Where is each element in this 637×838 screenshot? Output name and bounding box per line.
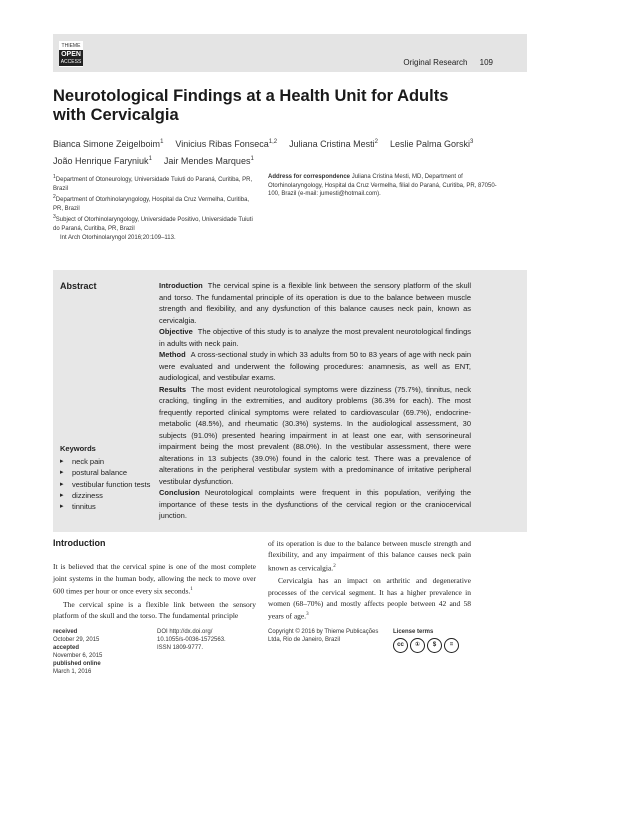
article-title: Neurotological Findings at a Health Unit for Adults with Cervicalgia — [53, 87, 449, 124]
affiliation-text: Department of Otorhinolaryngology, Hospital da Cruz Vermelha, Curitiba, PR, Brazil — [53, 197, 250, 212]
logo-thieme: THIEME — [61, 43, 81, 49]
cc-nd-icon: = — [444, 638, 459, 653]
article-dates — [53, 628, 143, 676]
copyright: Copyright © 2016 by Thieme Publicações Ltda, Rio de Janeiro, Brazil — [268, 629, 379, 643]
body-left-column — [53, 538, 256, 623]
thieme-open-access-logo — [59, 41, 83, 67]
affiliation-number: 3 — [53, 214, 56, 221]
abstract-section-label: Conclusion — [159, 488, 200, 497]
accepted-date: November 6, 2015 — [53, 653, 103, 659]
keywords-list — [60, 456, 152, 512]
journal-header — [53, 34, 527, 72]
header-right — [403, 58, 493, 67]
abstract-section-label: Objective — [159, 327, 193, 336]
license-block — [393, 628, 483, 653]
affiliation — [53, 173, 253, 193]
paragraph — [53, 599, 256, 622]
abstract-section-text: The most evident neurotological symptoms were dizziness (75.7%), tinnitus, neck cracking, tingling in the extremities, and auditory problems (36.3% for each). The most frequently reported clinical symptoms were related to cardiovascular (69.7%), endocrine-metabolic (48.5%), and rheumatic (30.3%) systems. In the audiological assessment, 30 subjects (91.0%) presented hearing impairment in at least one ear, with sensorineural impairment being the most prevalent (88.0%). In the vestibular assessment, there were alterations in 13 subjects (39.0%) found in the caloric test. There was a prevalence of alterations in the peripheral vestibular system with a predominance of irritative peripheral vestibular dysfunction. — [159, 384, 471, 486]
author-affiliation-marker: 1 — [160, 139, 164, 145]
abstract-section — [159, 384, 471, 488]
author-list — [53, 135, 493, 169]
abstract-heading: Abstract — [60, 281, 97, 291]
correspondence — [268, 173, 498, 199]
keyword: ▸ tinnitus — [60, 501, 152, 512]
paragraph-text: It is believed that the cervical spine is one of the most complete joint systems in the human body, allowing the neck to move over 600 times per hour or once every six seconds. — [53, 562, 256, 596]
keywords-heading: Keywords — [60, 444, 96, 453]
article-footer — [53, 628, 527, 688]
keyword: ▸ postural balance — [60, 467, 152, 478]
keyword: ▸ vestibular function tests — [60, 479, 152, 490]
affiliation — [53, 193, 253, 213]
received-date: October 29, 2015 — [53, 637, 100, 643]
abstract-text — [159, 280, 471, 522]
abstract-section-label: Results — [159, 384, 187, 394]
affiliation-number: 2 — [53, 194, 56, 201]
keyword: ▸ neck pain — [60, 456, 152, 467]
doi-block — [157, 628, 257, 652]
citation: Int Arch Otorhinolaryngol 2016;20:109–113. — [60, 235, 176, 241]
accepted-label: accepted — [53, 645, 80, 651]
paragraph-text: Cervicalgia has an impact on arthritic and degenerative processes of the cervical segment. It has a higher prevalence in women (68–70%) and mostly affects people between 42 and 58 years of age. — [268, 576, 471, 621]
affiliation-text: Department of Otoneurology, Universidade Tuiuti do Paraná, Curitiba, PR, Brazil — [53, 177, 253, 192]
affiliation-number: 1 — [53, 174, 56, 180]
abstract-section-label: Introduction — [159, 281, 203, 290]
abstract-section — [159, 487, 471, 522]
author-affiliation-marker: 1 — [250, 156, 254, 162]
logo-access: ACCESS — [60, 59, 82, 65]
author: Leslie Palma Gorski$^3$ — [390, 139, 474, 149]
received-label: received — [53, 629, 78, 635]
abstract-section-text: The cervical spine is a flexible link between the sensory platform of the skull and torso. The fundamental principle of its operation is due to the balance between muscle strength and flexibility, and any dysfunction of this balance causes neck pain, known as cervicalgia. — [159, 281, 471, 325]
author-affiliation-marker: 1,2 — [268, 139, 278, 145]
cc-nc-icon: $ — [427, 638, 442, 653]
doi-link[interactable]: DOI http://dx.doi.org/ — [157, 629, 213, 635]
section-label: Original Research — [403, 58, 468, 67]
affiliations — [53, 173, 253, 234]
abstract-section-text: A cross-sectional study in which 33 adults from 50 to 83 years of age with neck pain were evaluated and underwent the following procedures: anamnesis, as well as ENT, audiological, and vestibular exams. — [159, 350, 471, 382]
abstract-section-text: Neurotological complaints were frequent in this population, verifying the importance of these tests in the dysfunctions of the cervical region or the craniocervical junction. — [159, 488, 471, 520]
abstract-section — [159, 280, 471, 326]
abstract-section-label: Method — [159, 350, 186, 359]
correspondence-text: Juliana Cristina Mesti, MD, Department of Otorhinolaryngology, Hospital da Cruz Vermelha, filial do Paraná, Curitiba, PR, 87050-100, Brazil (e-mail: jumesti@hotmail.com). — [268, 174, 497, 198]
paragraph — [268, 538, 471, 573]
author: João Henrique Faryniuk$^1$ — [53, 156, 152, 166]
abstract-section — [159, 349, 471, 384]
reference-marker[interactable]: 1 — [190, 586, 193, 592]
author: Jair Mendes Marques$^1$ — [163, 156, 254, 166]
license-icons[interactable] — [393, 638, 483, 653]
issn: ISSN 1809-9777. — [157, 645, 204, 651]
author: Juliana Cristina Mesti$^2$ — [289, 139, 379, 149]
abstract-section — [159, 326, 471, 349]
paragraph — [53, 561, 256, 596]
page-number: 109 — [479, 58, 493, 67]
keyword: ▸ dizziness — [60, 490, 152, 501]
author: Bianca Simone Zeigelboim$^1$ — [53, 139, 164, 149]
author-affiliation-marker: 2 — [374, 139, 379, 145]
author-affiliation-marker: 3 — [470, 139, 474, 145]
abstract-box — [53, 270, 527, 532]
doi-number[interactable]: 10.1055/s-0036-1572563. — [157, 637, 226, 643]
paragraph-text: of its operation is due to the balance between muscle strength and flexibility, and any impairment of this balance causes neck pain known as cervicalgia. — [268, 539, 471, 573]
abstract-section-text: The objective of this study is to analyze the most prevalent neurotological findings in adults with neck pain. — [159, 327, 471, 348]
cc-by-icon: ① — [410, 638, 425, 653]
author: Vinicius Ribas Fonseca$^{1,2}$ — [175, 139, 278, 149]
cc-cc-icon: cc — [393, 638, 408, 653]
paragraph-text: The cervical spine is a flexible link between the sensory platform of the skull and the torso. The fundamental principle — [53, 599, 256, 620]
introduction-heading: Introduction — [53, 538, 106, 548]
reference-marker[interactable]: 2 — [333, 563, 336, 569]
affiliation — [53, 213, 253, 233]
logo-open: OPEN — [59, 50, 83, 59]
paragraph — [268, 575, 471, 622]
published-label: published online — [53, 661, 101, 667]
author-affiliation-marker: 1 — [148, 156, 152, 162]
published-date: March 1, 2016 — [53, 669, 92, 675]
reference-marker[interactable]: 3 — [306, 612, 309, 618]
body-right-column — [268, 538, 471, 624]
affiliation-text: Subject of Otorhinolaryngology, Universidade Positivo, Universidade Tuiuti do Paraná, Curitiba, PR, Brazil — [53, 217, 253, 232]
correspondence-label: Address for correspondence — [268, 174, 351, 180]
license-label[interactable]: License terms — [393, 629, 434, 635]
